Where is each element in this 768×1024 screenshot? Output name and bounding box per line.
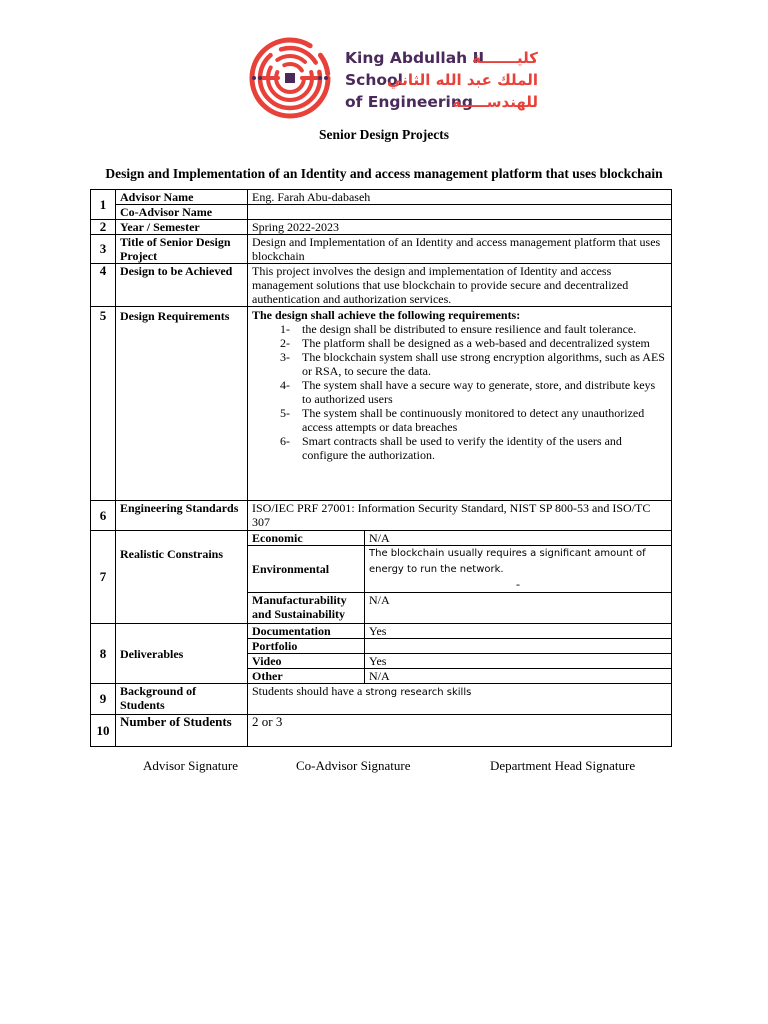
row-number: 1 bbox=[91, 190, 116, 220]
table-row bbox=[91, 501, 672, 531]
list-item: 6. Smart contracts shall be used to verify the identity of the users and configure the authorization. bbox=[299, 434, 667, 462]
table-row bbox=[91, 684, 672, 715]
table-row bbox=[91, 531, 672, 546]
row-number: 3 bbox=[91, 235, 116, 264]
advisor-signature-label: Advisor Signature bbox=[143, 758, 238, 773]
list-item: 3. The blockchain system shall use strong encryption algorithms, such as AES or RSA, to secure the data. bbox=[299, 350, 667, 378]
background-value bbox=[248, 684, 672, 715]
project-title-value: Design and Implementation of an Identity and access management platform that uses blockchain bbox=[248, 235, 672, 264]
row-number: 7 bbox=[91, 531, 116, 624]
economic-label: Economic bbox=[248, 531, 365, 546]
row-number: 5 bbox=[91, 307, 116, 501]
background-label: Background of Students bbox=[116, 684, 248, 715]
row-number: 4 bbox=[91, 264, 116, 307]
list-item: 5. The system shall be continuously monitored to detect any unauthorized access attempts or data breaches bbox=[299, 406, 667, 434]
list-item: 1. the design shall be distributed to ensure resilience and fault tolerance. bbox=[299, 322, 667, 336]
video-label: Video bbox=[248, 654, 365, 669]
other-value: N/A bbox=[365, 669, 672, 684]
realistic-constrains-label: Realistic Constrains bbox=[116, 531, 248, 624]
environmental-label: Environmental bbox=[248, 546, 365, 593]
table-row bbox=[91, 220, 672, 235]
department-signature-label: Department Head Signature bbox=[490, 758, 636, 773]
number-students-label: Number of Students bbox=[116, 715, 248, 747]
year-semester-label: Year / Semester bbox=[116, 220, 248, 235]
other-label: Other bbox=[248, 669, 365, 684]
table-row bbox=[91, 190, 672, 205]
project-form-table bbox=[90, 189, 672, 747]
table-row bbox=[91, 715, 672, 747]
maze-emblem-icon bbox=[248, 36, 334, 120]
background-prefix: Students should have a bbox=[252, 684, 366, 698]
list-item: 4. The system shall have a secure way to generate, store, and distribute keys to authorized users bbox=[299, 378, 667, 406]
engineering-standards-label: Engineering Standards bbox=[116, 501, 248, 531]
year-semester-value: Spring 2022-2023 bbox=[248, 220, 672, 235]
portfolio-value bbox=[365, 639, 672, 654]
documentation-value: Yes bbox=[365, 624, 672, 639]
portfolio-label: Portfolio bbox=[248, 639, 365, 654]
page-title: Senior Design Projects bbox=[319, 127, 449, 142]
design-requirements-label: Design Requirements bbox=[116, 307, 248, 501]
table-row bbox=[91, 264, 672, 307]
environmental-value bbox=[365, 546, 672, 593]
background-suffix: strong research skills bbox=[365, 687, 472, 698]
table-row bbox=[91, 205, 672, 220]
table-row bbox=[91, 624, 672, 639]
design-requirements-value bbox=[248, 307, 672, 501]
coadvisor-name-label: Co-Advisor Name bbox=[116, 205, 248, 220]
table-row bbox=[91, 307, 672, 501]
environmental-text: The blockchain usually requires a significant amount of energy to run the network. bbox=[369, 548, 646, 575]
environmental-dash: - bbox=[516, 577, 520, 591]
number-students-value: 2 or 3 bbox=[248, 715, 672, 747]
advisor-name-value: Eng. Farah Abu-dabaseh bbox=[248, 190, 672, 205]
logo-english-name: King Abdullah II School of Engineering bbox=[345, 49, 485, 111]
row-number: 2 bbox=[91, 220, 116, 235]
advisor-name-label: Advisor Name bbox=[116, 190, 248, 205]
list-item: 2. The platform shall be designed as a web-based and decentralized system bbox=[299, 336, 667, 350]
engineering-standards-value: ISO/IEC PRF 27001: Information Security Standard, NIST SP 800-53 and ISO/TC 307 bbox=[248, 501, 672, 531]
logo-arabic-name: كليـــــــة الملك عبد الله الثاني للهندســـــة bbox=[387, 49, 538, 111]
economic-value: N/A bbox=[365, 531, 672, 546]
deliverables-label: Deliverables bbox=[116, 624, 248, 684]
requirements-list bbox=[252, 322, 667, 462]
project-title-label: Title of Senior Design Project bbox=[116, 235, 248, 264]
requirements-intro: The design shall achieve the following requirements: bbox=[252, 308, 521, 322]
row-number: 10 bbox=[91, 715, 116, 747]
coadvisor-signature-label: Co-Advisor Signature bbox=[296, 758, 411, 773]
manufacturability-label: Manufacturability and Sustainability bbox=[248, 593, 365, 624]
table-row bbox=[91, 235, 672, 264]
row-number: 8 bbox=[91, 624, 116, 684]
manufacturability-value: N/A bbox=[365, 593, 672, 624]
video-value: Yes bbox=[365, 654, 672, 669]
project-title: Design and Implementation of an Identity and access management platform that uses blockchain bbox=[105, 166, 663, 181]
design-achieved-label: Design to be Achieved bbox=[116, 264, 248, 307]
documentation-label: Documentation bbox=[248, 624, 365, 639]
coadvisor-name-value bbox=[248, 205, 672, 220]
school-logo bbox=[248, 36, 538, 120]
row-number: 6 bbox=[91, 501, 116, 531]
row-number: 9 bbox=[91, 684, 116, 715]
design-achieved-value: This project involves the design and implementation of Identity and access management solutions that use blockchain to provide secure and decentralized authentication and authorization services. bbox=[248, 264, 672, 307]
